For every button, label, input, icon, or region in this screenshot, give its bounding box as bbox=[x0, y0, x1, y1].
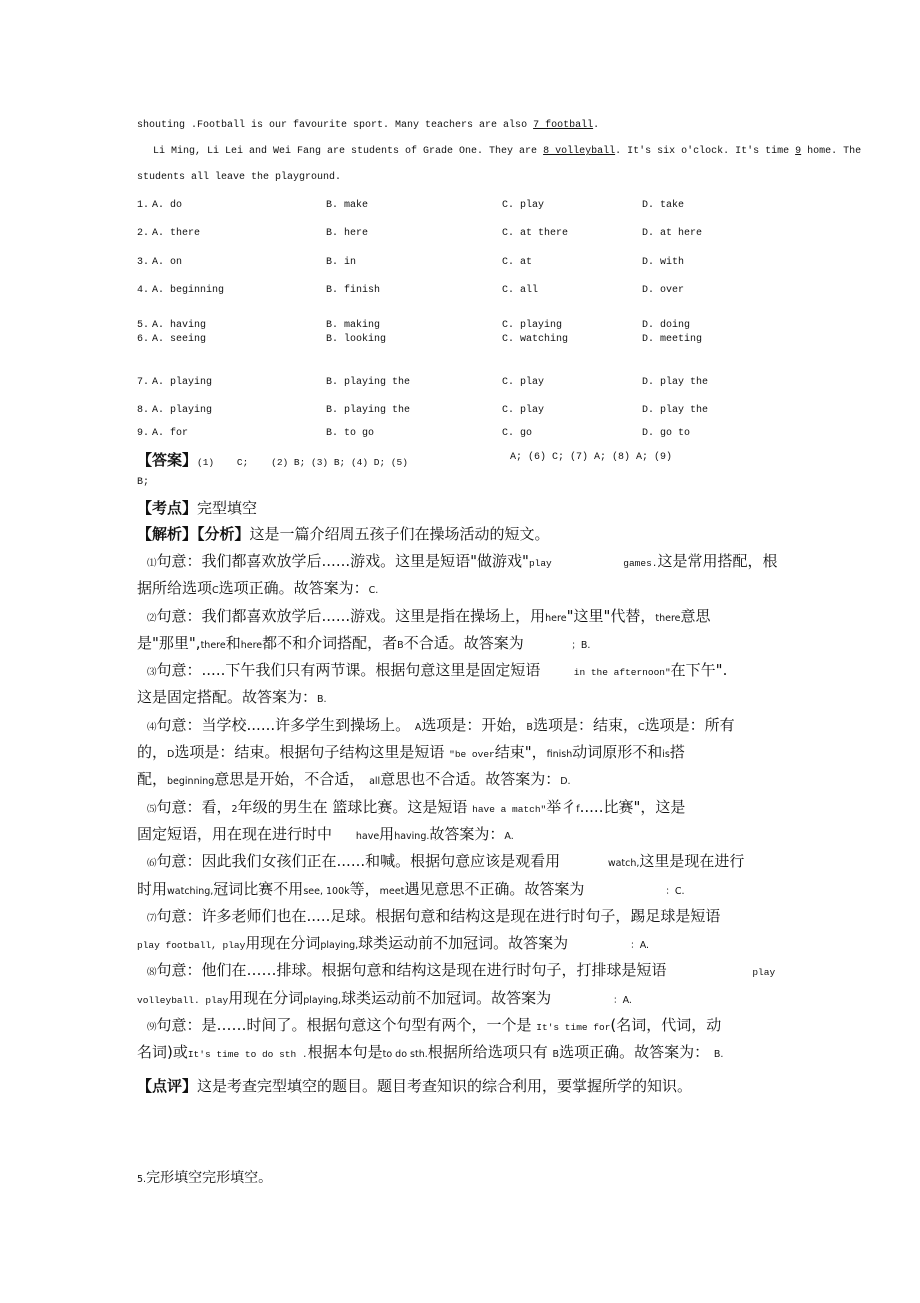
explanation-9-line bbox=[147, 1014, 721, 1035]
explanation-text: 用现在分词 bbox=[245, 934, 321, 952]
option-d: D. take bbox=[642, 200, 685, 211]
explanation-text: 动词原形不和 bbox=[572, 743, 663, 761]
explanation-text: ⑺ bbox=[147, 913, 157, 924]
explanation-text: 句意：是……时间了。根据句意这个句型有两个，一个是 bbox=[156, 1016, 537, 1034]
option-c: C. at there bbox=[502, 228, 569, 239]
option-b: B. playing the bbox=[326, 377, 411, 388]
explanation-text: games. bbox=[623, 558, 658, 569]
explanation-text: 句意：看， bbox=[156, 798, 232, 816]
option-c: C. go bbox=[502, 428, 533, 439]
explanation-text: 配， bbox=[137, 770, 168, 788]
option-b: B. making bbox=[326, 320, 381, 331]
explanation-text: playing, bbox=[303, 995, 342, 1006]
explanation-text: beginning bbox=[167, 776, 215, 787]
explanation-text: 这是固定搭配。故答案为： bbox=[137, 688, 318, 706]
next-section-number: 5. bbox=[137, 1174, 147, 1185]
explanation-text: C. bbox=[368, 585, 379, 596]
explanation-text: ⑴ bbox=[147, 558, 157, 569]
explanation-text: there bbox=[200, 640, 226, 651]
explanation-text: 句意：许多老师们也在.....足球。根据句意和结构这是现在进行时句子，踢足球是短语 bbox=[156, 907, 721, 925]
question-number: 2. bbox=[137, 228, 150, 239]
explanation-text: C bbox=[637, 722, 645, 733]
explanation-text: 球类运动前不加冠词。故答案为 bbox=[341, 989, 552, 1007]
explanation-text: D. bbox=[560, 776, 571, 787]
explanation-text: see, 100k bbox=[303, 886, 350, 897]
option-a: A. having bbox=[152, 320, 207, 331]
explanation-text: in the afternoon" bbox=[573, 667, 671, 678]
option-a: A. playing bbox=[152, 377, 213, 388]
option-a: A. do bbox=[152, 200, 183, 211]
question-number: 1. bbox=[137, 200, 150, 211]
option-a: A. for bbox=[152, 428, 189, 439]
explanation-text: 时用 bbox=[137, 880, 168, 898]
explanation-4-line bbox=[137, 741, 685, 762]
kaodian-line bbox=[137, 497, 257, 518]
explanation-text: f bbox=[576, 804, 580, 815]
option-c: C. at bbox=[502, 257, 533, 268]
explanation-text: ⑵ bbox=[147, 613, 157, 624]
explanation-text: 用现在分词 bbox=[228, 989, 304, 1007]
explanation-text: 意思 bbox=[680, 607, 711, 625]
explanation-text: 选项是：所有 bbox=[644, 716, 735, 734]
explanation-text: 选项是：结束， bbox=[532, 716, 638, 734]
spacer bbox=[540, 661, 573, 679]
explanation-text: "be over bbox=[449, 749, 495, 760]
answer-part-2: A; (6) C; (7) A; (8) A; (9) bbox=[510, 452, 673, 463]
dianping-line bbox=[137, 1075, 692, 1096]
explanation-text: 句意：当学校......许多学生到操场上。 bbox=[156, 716, 415, 734]
explanation-2-line bbox=[137, 632, 590, 653]
explanation-5-line bbox=[147, 796, 685, 817]
explanation-text: ⑶ bbox=[147, 667, 157, 678]
explanation-text: ⑷ bbox=[147, 722, 157, 733]
jiexi-line bbox=[137, 523, 550, 544]
explanation-text: there bbox=[655, 613, 681, 624]
explanation-3-line bbox=[137, 686, 327, 707]
answer-line bbox=[137, 449, 408, 470]
explanation-text: ：A. bbox=[630, 940, 650, 951]
explanation-text: all bbox=[369, 776, 381, 787]
spacer bbox=[524, 634, 572, 652]
question-number: 4. bbox=[137, 285, 150, 296]
kaodian-label: 【考点】 bbox=[137, 499, 198, 517]
option-d: D. with bbox=[642, 257, 685, 268]
option-a: A. there bbox=[152, 228, 201, 239]
explanation-text: ⑸ bbox=[147, 804, 157, 815]
explanation-text: 句意：我们都喜欢放学后......游戏。这里是短语"做游戏" bbox=[156, 552, 529, 570]
explanation-1-line bbox=[147, 550, 778, 571]
dianping-label: 【点评】 bbox=[137, 1077, 198, 1095]
explanation-text: 在下午". bbox=[670, 661, 728, 679]
explanation-text: 名词)或 bbox=[137, 1043, 188, 1061]
next-section-text: 完形填空完形填空。 bbox=[146, 1170, 273, 1186]
explanation-6-line bbox=[137, 878, 685, 899]
passage-line-1 bbox=[137, 120, 599, 131]
passage-text: home. The bbox=[801, 146, 862, 157]
spacer bbox=[552, 552, 624, 570]
explanation-text: 搭 bbox=[669, 743, 685, 761]
explanation-text: It's time to do sth . bbox=[187, 1049, 308, 1060]
explanation-text: D bbox=[167, 749, 175, 760]
explanation-text: watch, bbox=[607, 858, 640, 869]
explanation-text: 选项正确。故答案为： bbox=[218, 579, 369, 597]
option-b: B. finish bbox=[326, 285, 381, 296]
explanation-text: 用 bbox=[379, 825, 395, 843]
option-c: C. all bbox=[502, 285, 539, 296]
next-section-title bbox=[137, 1167, 272, 1187]
explanation-text: 根据所给选项只有 bbox=[427, 1043, 553, 1061]
explanation-text: ：C. bbox=[665, 886, 685, 897]
explanation-text: 等， bbox=[349, 880, 380, 898]
explanation-text: A. bbox=[504, 831, 514, 842]
spacer bbox=[560, 852, 608, 870]
passage-text: shouting .Football is our favourite sport. Many teachers are also bbox=[137, 120, 534, 131]
explanation-text: 举彳 bbox=[546, 798, 577, 816]
option-c: C. playing bbox=[502, 320, 563, 331]
explanation-2-line bbox=[147, 605, 711, 626]
option-a: A. beginning bbox=[152, 285, 225, 296]
explanation-text: A bbox=[414, 722, 422, 733]
explanation-text: 结束"， bbox=[494, 743, 547, 761]
explanation-text: 冠词比赛不用 bbox=[213, 880, 304, 898]
question-number: 5. bbox=[137, 320, 150, 331]
explanation-6-line bbox=[147, 850, 744, 871]
explanation-text: play football, play bbox=[137, 940, 246, 951]
option-a: A. on bbox=[152, 257, 183, 268]
passage-text: Li Ming, Li Lei and Wei Fang are students of Grade One. They are bbox=[153, 146, 544, 157]
spacer bbox=[332, 825, 356, 843]
spacer bbox=[667, 961, 753, 979]
explanation-text: play bbox=[752, 967, 776, 978]
explanation-text: 固定短语，用在现在进行时中 bbox=[137, 825, 333, 843]
explanation-text: finish bbox=[546, 749, 573, 760]
blank-7: 7 football bbox=[533, 120, 594, 131]
explanation-text: ：A. bbox=[613, 995, 632, 1006]
explanation-3-line bbox=[147, 659, 727, 680]
explanation-text: ⑼ bbox=[147, 1022, 157, 1033]
explanation-text: 2 bbox=[231, 804, 238, 815]
explanation-text: 都不和介词搭配，者 bbox=[262, 634, 398, 652]
option-a: A. playing bbox=[152, 405, 213, 416]
explanation-7-line bbox=[137, 932, 649, 953]
option-b: B. to go bbox=[326, 428, 375, 439]
explanation-text: B. bbox=[317, 694, 327, 705]
explanation-4-line bbox=[137, 768, 571, 789]
option-d: D. play the bbox=[642, 405, 709, 416]
explanation-text: 选项是：结束。根据句子结构这里是短语 bbox=[174, 743, 450, 761]
explanation-text: 句意：我们都喜欢放学后......游戏。这里是指在操场上，用 bbox=[156, 607, 546, 625]
jiexi-text: 这是一篇介绍周五孩子们在操场活动的短文。 bbox=[249, 525, 550, 543]
explanation-4-line bbox=[147, 714, 735, 735]
explanation-8-line bbox=[147, 959, 775, 980]
explanation-5-line bbox=[137, 823, 514, 844]
explanation-text: 年级的男生在 篮球比赛。这是短语 bbox=[237, 798, 473, 816]
explanation-text: is bbox=[662, 749, 670, 760]
option-b: B. in bbox=[326, 257, 357, 268]
jiexi-label: 【解析】【分析】 bbox=[137, 525, 250, 543]
explanation-text: ⑹ bbox=[147, 858, 157, 869]
explanation-text: have a match" bbox=[472, 804, 547, 815]
explanation-8-line bbox=[137, 987, 632, 1008]
explanation-text: 句意：他们在……排球。根据句意和结构这是现在进行时句子，打排球是短语 bbox=[156, 961, 667, 979]
explanation-text: to do sth. bbox=[382, 1049, 428, 1060]
explanation-text: 选项正确。故答案为： bbox=[559, 1043, 714, 1061]
option-c: C. play bbox=[502, 200, 545, 211]
option-b: B. playing the bbox=[326, 405, 411, 416]
explanation-text: B. bbox=[713, 1049, 724, 1060]
explanation-text: "这里"代替， bbox=[566, 607, 656, 625]
explanation-text: ；B. bbox=[571, 640, 591, 651]
explanation-text: here bbox=[240, 640, 263, 651]
explanation-text: 选项是：开始， bbox=[421, 716, 527, 734]
passage-text: . It's six o'clock. It's time bbox=[615, 146, 796, 157]
option-c: C. play bbox=[502, 405, 545, 416]
option-b: B. here bbox=[326, 228, 369, 239]
answer-part-3: B; bbox=[137, 477, 150, 488]
explanation-text: play bbox=[528, 558, 552, 569]
kaodian-text: 完型填空 bbox=[197, 499, 258, 517]
spacer bbox=[568, 934, 630, 952]
explanation-text: meet bbox=[379, 886, 405, 897]
explanation-text: 意思是开始，不合适， bbox=[214, 770, 370, 788]
explanation-text: 根据本句是 bbox=[307, 1043, 383, 1061]
explanation-text: It's time for bbox=[536, 1022, 611, 1033]
option-c: C. watching bbox=[502, 334, 569, 345]
option-b: B. looking bbox=[326, 334, 387, 345]
option-a: A. seeing bbox=[152, 334, 207, 345]
blank-8: 8 volleyball bbox=[543, 146, 616, 157]
explanation-7-line bbox=[147, 905, 720, 926]
explanation-text: B bbox=[526, 722, 533, 733]
passage-text: . bbox=[593, 120, 600, 131]
explanation-text: 这是常用搭配，根 bbox=[657, 552, 778, 570]
explanation-text: 球类运动前不加冠词。故答案为 bbox=[358, 934, 569, 952]
explanation-text: 意思也不合适。故答案为： bbox=[380, 770, 561, 788]
explanation-text: 据所给选项 bbox=[137, 579, 213, 597]
explanation-text: playing, bbox=[320, 940, 359, 951]
answer-label: 【答案】 bbox=[137, 451, 198, 469]
question-number: 7. bbox=[137, 377, 150, 388]
explanation-text: 这里是现在进行 bbox=[639, 852, 745, 870]
option-c: C. play bbox=[502, 377, 545, 388]
explanation-text: 故答案为： bbox=[429, 825, 505, 843]
option-d: D. play the bbox=[642, 377, 709, 388]
explanation-text: B bbox=[397, 640, 404, 651]
explanation-text: 和 bbox=[225, 634, 241, 652]
explanation-9-line bbox=[137, 1041, 723, 1062]
option-d: D. over bbox=[642, 285, 685, 296]
explanation-text: C bbox=[212, 585, 219, 596]
explanation-text: volleyball. play bbox=[137, 995, 229, 1006]
explanation-text: .....比赛"，这是 bbox=[579, 798, 686, 816]
explanation-text: ⑻ bbox=[147, 967, 157, 978]
spacer bbox=[551, 989, 613, 1007]
explanation-text: have bbox=[355, 831, 380, 842]
explanation-text: watching, bbox=[167, 886, 214, 897]
option-b: B. make bbox=[326, 200, 369, 211]
option-d: D. at here bbox=[642, 228, 703, 239]
question-number: 6. bbox=[137, 334, 150, 345]
question-number: 3. bbox=[137, 257, 150, 268]
spacer bbox=[584, 880, 665, 898]
explanation-text: 不合适。故答案为 bbox=[403, 634, 524, 652]
passage-line-3: students all leave the playground. bbox=[137, 172, 342, 183]
explanation-text: 是"那里", bbox=[137, 634, 201, 652]
explanation-text: 的， bbox=[137, 743, 168, 761]
question-number: 8. bbox=[137, 405, 150, 416]
explanation-text: 遇见意思不正确。故答案为 bbox=[404, 880, 585, 898]
explanation-text: (名词，代词，动 bbox=[610, 1016, 722, 1034]
question-number: 9. bbox=[137, 428, 150, 439]
explanation-text: 句意：.....下午我们只有两节课。根据句意这里是固定短语 bbox=[156, 661, 541, 679]
answer-part-1: (1) C; (2) B; (3) B; (4) D; (5) bbox=[197, 457, 408, 468]
passage-line-2 bbox=[153, 146, 861, 157]
explanation-text: B bbox=[552, 1049, 560, 1060]
explanation-text: having. bbox=[394, 831, 430, 842]
explanation-text: 句意：因此我们女孩们正在......和喊。根据句意应该是观看用 bbox=[156, 852, 561, 870]
explanation-text: here bbox=[545, 613, 567, 624]
option-d: D. doing bbox=[642, 320, 691, 331]
option-d: D. go to bbox=[642, 428, 691, 439]
option-d: D. meeting bbox=[642, 334, 703, 345]
explanation-1-line bbox=[137, 577, 378, 598]
blank-9: 9 bbox=[795, 146, 802, 157]
dianping-text: 这是考查完型填空的题目。题目考查知识的综合利用，要掌握所学的知识。 bbox=[197, 1077, 693, 1095]
